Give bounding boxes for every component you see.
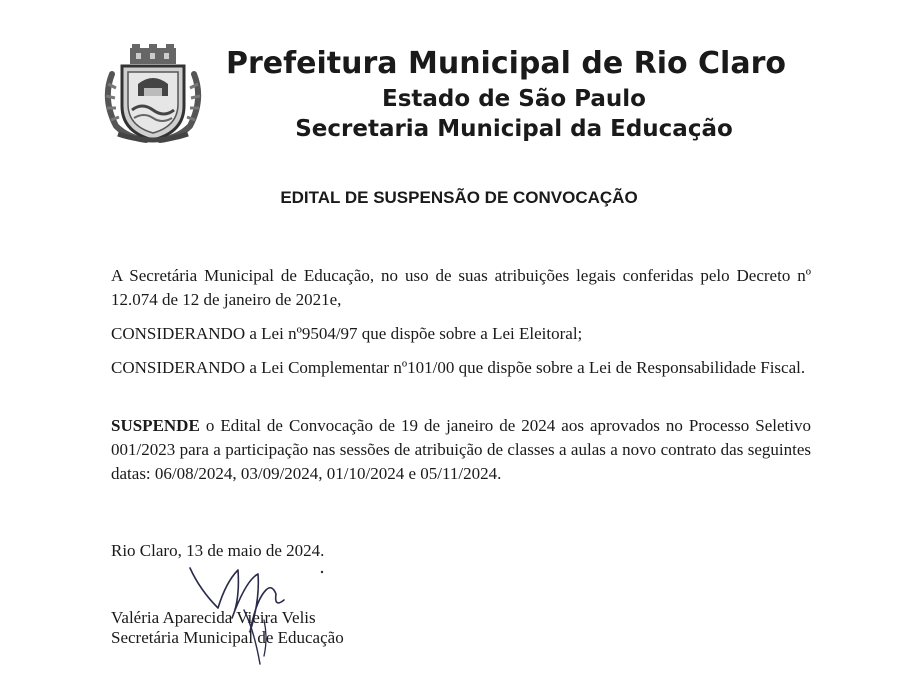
paragraph-suspende-text: o Edital de Convocação de 19 de janeiro de 2024 aos aprovados no Processo Seletivo 001/2023 para a participação nas sessões de atribuição de classes a aulas a novo contrato das seguintes datas: 06/08/2024, 03/09/2024, 01/10/2024 e 05/11/2024. (111, 416, 811, 483)
paragraph-considerando-1: CONSIDERANDO a Lei nº9504/97 que dispõe sobre a Lei Eleitoral; (111, 324, 583, 343)
document-title: EDITAL DE SUSPENSÃO DE CONVOCAÇÃO (280, 188, 638, 207)
signatory-role: Secretária Municipal de Educação (111, 628, 344, 647)
paragraph-suspende (111, 414, 811, 486)
header-department: Secretaria Municipal da Educação (295, 116, 733, 142)
suspende-keyword: SUSPENDE (111, 416, 200, 435)
paragraph-intro: A Secretária Municipal de Educação, no uso de suas atribuições legais conferidas pelo Decreto nº 12.074 de 12 de janeiro de 2021e, (111, 266, 811, 309)
signatory-name: Valéria Aparecida Vieira Velis (111, 608, 316, 627)
header-title: Prefeitura Municipal de Rio Claro (225, 46, 786, 81)
paragraph-considerando-2: CONSIDERANDO a Lei Complementar nº101/00 que dispõe sobre a Lei de Responsabilidade Fiscal. (111, 358, 806, 377)
header-state: Estado de São Paulo (382, 86, 646, 112)
date-line: Rio Claro, 13 de maio de 2024. (111, 541, 325, 560)
